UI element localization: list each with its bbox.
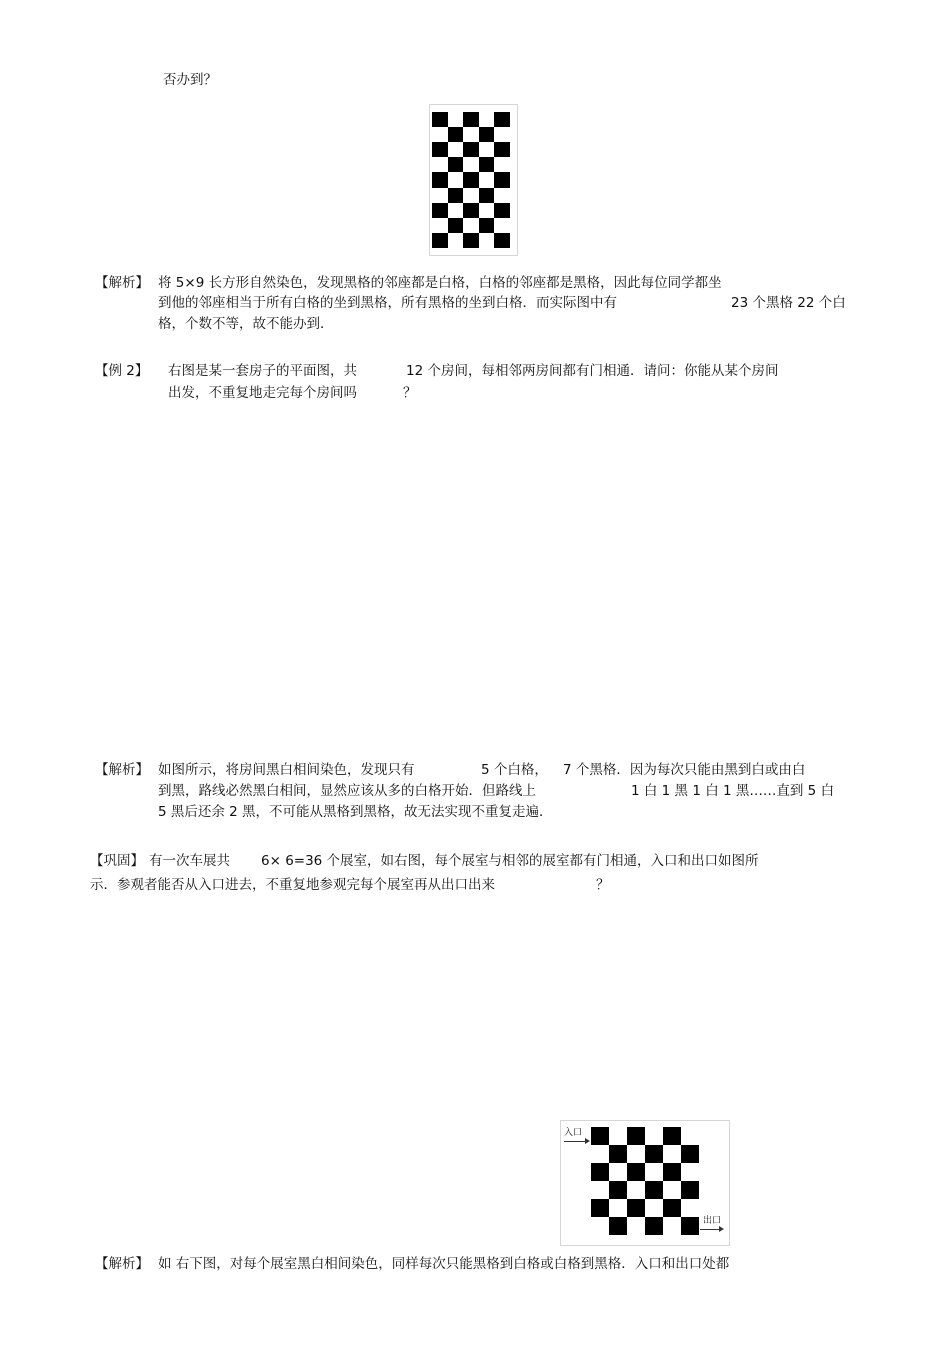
white-cell [663, 1145, 681, 1163]
exit-arrow-icon [719, 1226, 724, 1232]
black-cell [591, 1163, 609, 1181]
analysis-3-line-1: 如 右下图，对每个展室黑白相间染色，同样每次只能黑格到白格或白格到黑格．入口和出口处都 [158, 1256, 730, 1272]
analysis-1-line-2: 到他的邻座相当于所有白格的坐到黑格，所有黑格的坐到白格．而实际图中有 [158, 295, 617, 311]
analysis-tag: 【解析】 [95, 275, 149, 291]
black-cell [681, 1145, 699, 1163]
consolidation-question-mark: ？ [596, 877, 610, 893]
black-cell [494, 112, 510, 127]
white-cell [663, 1217, 681, 1235]
black-cell [448, 157, 464, 172]
black-cell [663, 1199, 681, 1217]
black-cell [609, 1181, 627, 1199]
checkerboard-6x6 [591, 1127, 699, 1235]
black-cell [463, 142, 479, 157]
exit-label: 出口 [703, 1216, 722, 1226]
black-cell [627, 1199, 645, 1217]
white-cell [448, 233, 464, 248]
black-cell [448, 218, 464, 233]
black-cell [463, 203, 479, 218]
white-cell [479, 172, 495, 187]
white-cell [591, 1181, 609, 1199]
black-cell [479, 188, 495, 203]
black-cell [645, 1181, 663, 1199]
example-tag: 【例 2】 [95, 363, 149, 379]
white-cell [448, 142, 464, 157]
white-cell [494, 188, 510, 203]
exit-arrow-line [700, 1229, 720, 1230]
black-cell [463, 112, 479, 127]
white-cell [681, 1199, 699, 1217]
white-cell [645, 1163, 663, 1181]
analysis-2-line-1: 如图所示，将房间黑白相间染色，发现只有 [158, 762, 415, 778]
white-cell [609, 1199, 627, 1217]
black-cell [591, 1127, 609, 1145]
black-cell [448, 188, 464, 203]
white-cell [645, 1127, 663, 1145]
black-cell [663, 1163, 681, 1181]
analysis-2-line-2: 到黑，路线必然黑白相间，显然应该从多的白格开始．但路线上 [158, 783, 536, 799]
white-cell [448, 172, 464, 187]
white-cell [479, 142, 495, 157]
checkerboard-5x9 [432, 112, 510, 248]
white-cell [463, 127, 479, 142]
white-cell [645, 1199, 663, 1217]
white-cell [681, 1127, 699, 1145]
black-cell [494, 203, 510, 218]
white-cell [627, 1217, 645, 1235]
black-cell [609, 1217, 627, 1235]
white-cell [463, 188, 479, 203]
white-cell [681, 1163, 699, 1181]
consolidation-line-1-cont: 6× 6=36 个展室，如右图，每个展室与相邻的展室都有门相通，入口和出口如图所 [261, 853, 759, 869]
black-cell [432, 233, 448, 248]
continuation-text: 否办到？ [163, 72, 217, 88]
analysis-2-line-1-white: 5 个白格， [481, 762, 548, 778]
black-cell [609, 1145, 627, 1163]
black-cell [494, 172, 510, 187]
black-cell [432, 203, 448, 218]
consolidation-line-2: 示．参观者能否从入口进去，不重复地参观完每个展室再从出口出来 [90, 877, 495, 893]
black-cell [494, 233, 510, 248]
example-2-line-1-cont: 12 个房间，每相邻两房间都有门相通．请问：你能从某个房间 [406, 363, 779, 379]
white-cell [448, 112, 464, 127]
white-cell [479, 112, 495, 127]
consolidation-tag: 【巩固】 [90, 853, 144, 869]
black-cell [645, 1145, 663, 1163]
entry-arrow-icon [585, 1138, 590, 1144]
black-cell [463, 233, 479, 248]
white-cell [609, 1163, 627, 1181]
example-2-question-mark: ？ [403, 385, 417, 401]
white-cell [494, 157, 510, 172]
white-cell [463, 218, 479, 233]
black-cell [448, 127, 464, 142]
black-cell [591, 1199, 609, 1217]
analysis-tag: 【解析】 [95, 762, 149, 778]
white-cell [432, 218, 448, 233]
black-cell [681, 1181, 699, 1199]
analysis-2-line-2-sequence: 1 白 1 黑 1 白 1 黑……直到 5 白 [631, 783, 835, 799]
black-cell [627, 1163, 645, 1181]
white-cell [591, 1217, 609, 1235]
black-cell [681, 1217, 699, 1235]
entry-arrow-line [564, 1141, 586, 1142]
black-cell [432, 172, 448, 187]
white-cell [591, 1145, 609, 1163]
black-cell [663, 1127, 681, 1145]
example-2-line-1: 右图是某一套房子的平面图，共 [168, 363, 357, 379]
white-cell [479, 203, 495, 218]
white-cell [609, 1127, 627, 1145]
black-cell [479, 218, 495, 233]
white-cell [479, 233, 495, 248]
black-cell [432, 112, 448, 127]
white-cell [494, 127, 510, 142]
example-2-line-2: 出发，不重复地走完每个房间吗 [168, 385, 357, 401]
analysis-1-line-3: 格，个数不等，故不能办到． [158, 316, 334, 332]
consolidation-line-1: 有一次车展共 [149, 853, 230, 869]
black-cell [463, 172, 479, 187]
analysis-1-line-2-count: 23 个黑格 22 个白 [731, 295, 846, 311]
white-cell [627, 1181, 645, 1199]
white-cell [432, 127, 448, 142]
black-cell [645, 1217, 663, 1235]
white-cell [448, 203, 464, 218]
analysis-tag: 【解析】 [95, 1256, 149, 1272]
white-cell [463, 157, 479, 172]
black-cell [432, 142, 448, 157]
white-cell [494, 218, 510, 233]
analysis-1-line-1: 将 5×9 长方形自然染色，发现黑格的邻座都是白格，白格的邻座都是黑格，因此每位同学都坐 [158, 275, 722, 291]
white-cell [432, 157, 448, 172]
analysis-2-line-3: 5 黑后还余 2 黑，不可能从黑格到黑格，故无法实现不重复走遍． [158, 804, 553, 820]
white-cell [432, 188, 448, 203]
black-cell [494, 142, 510, 157]
white-cell [627, 1145, 645, 1163]
white-cell [663, 1181, 681, 1199]
black-cell [479, 127, 495, 142]
black-cell [627, 1127, 645, 1145]
black-cell [479, 157, 495, 172]
analysis-2-line-1-black: 7 个黑格．因为每次只能由黑到白或由白 [563, 762, 806, 778]
entry-label: 入口 [564, 1128, 583, 1138]
